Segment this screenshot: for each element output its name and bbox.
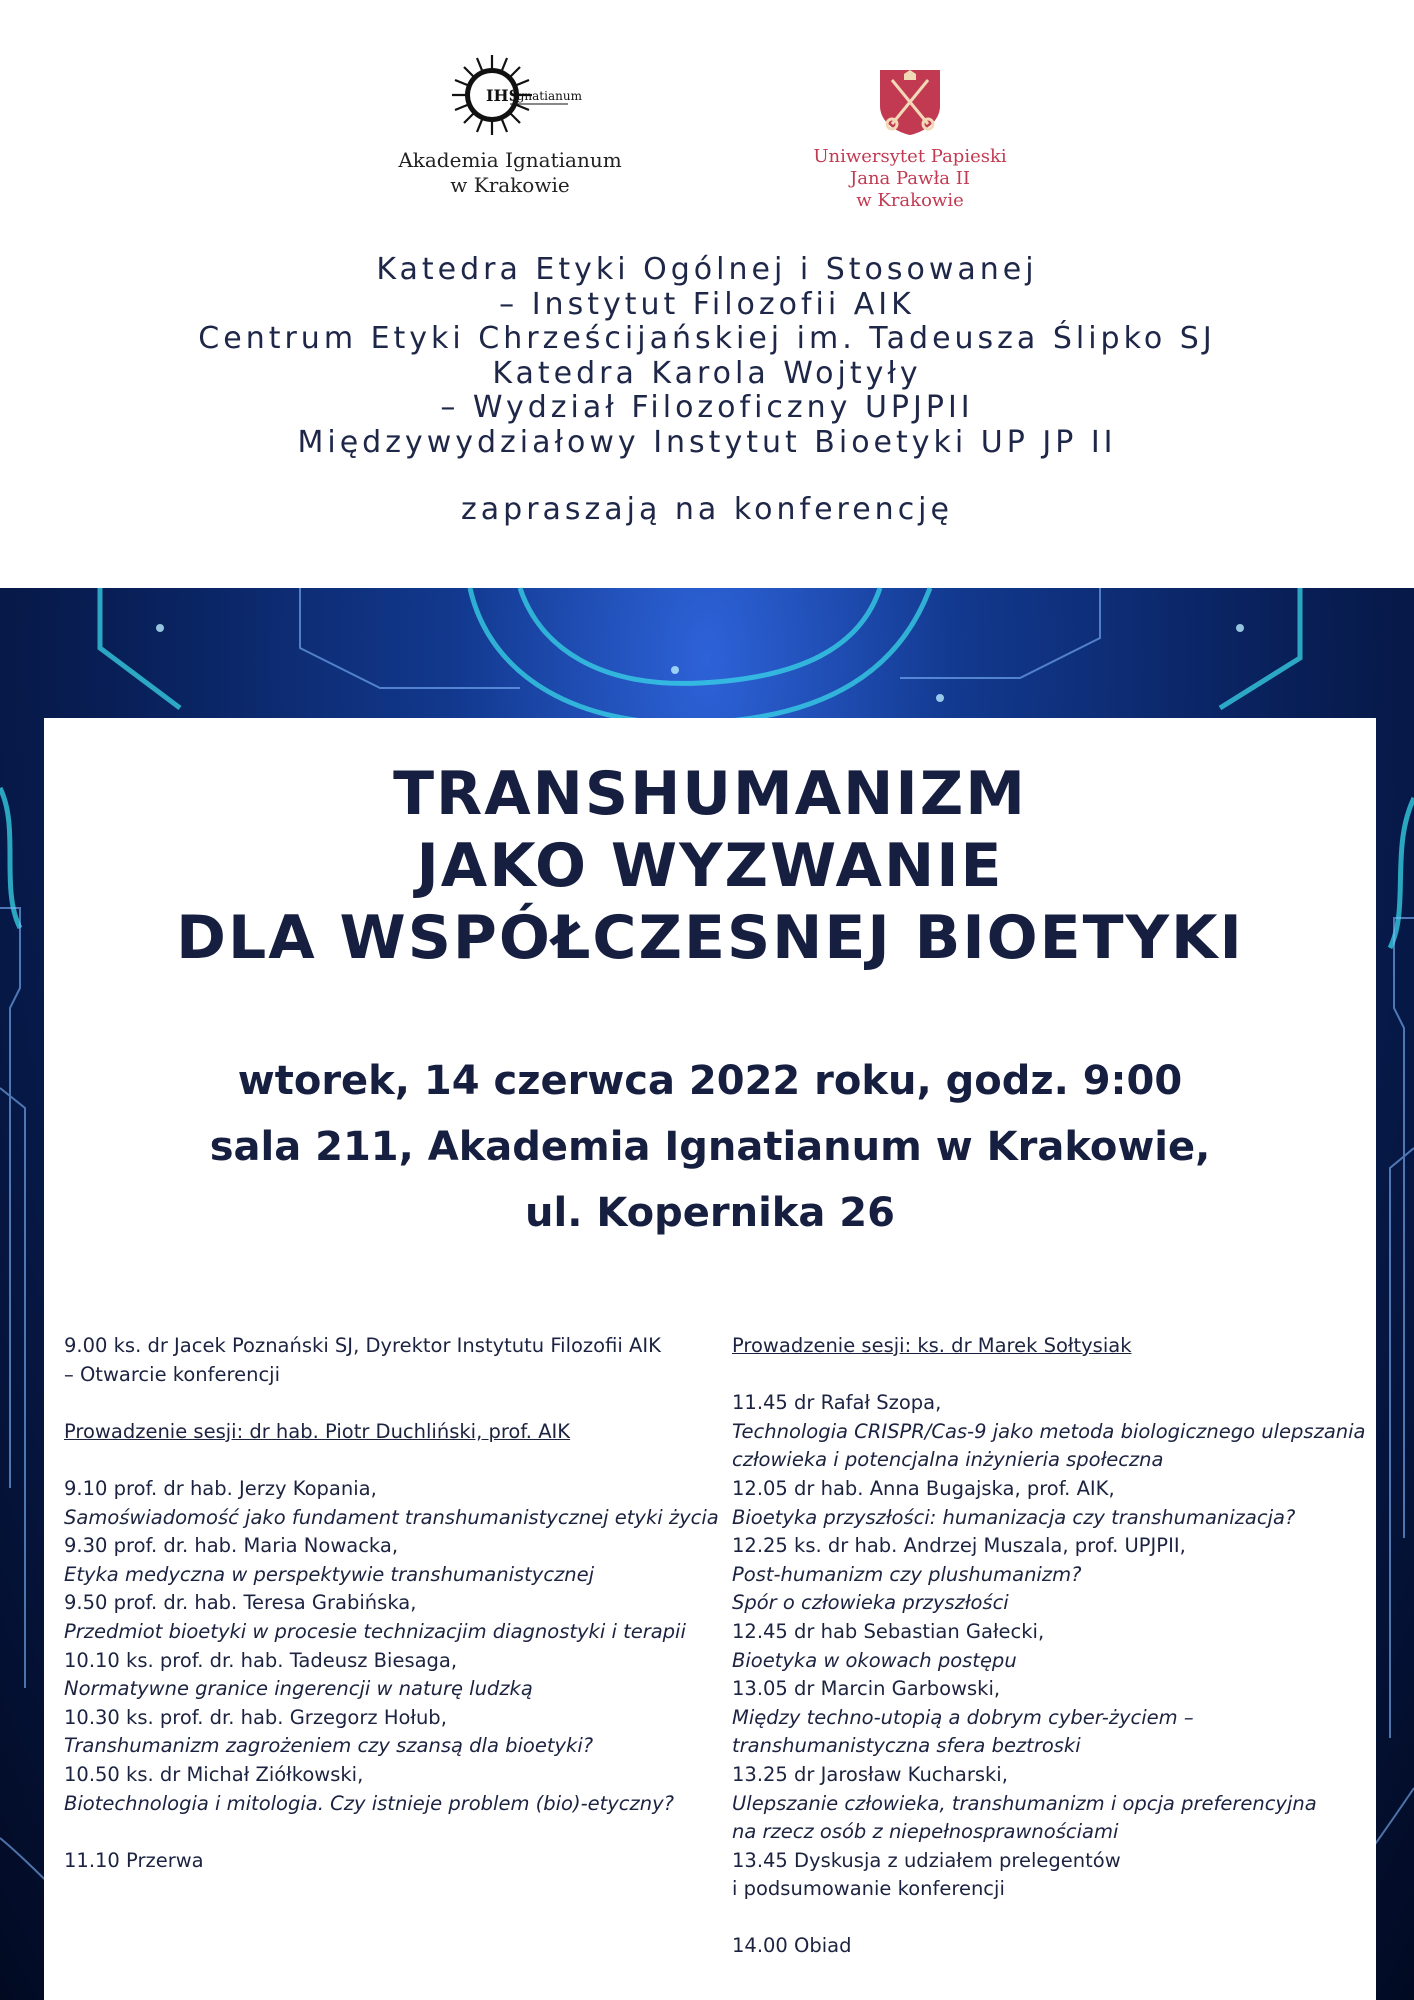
event-details [44, 1048, 1376, 1246]
upjp-name-line1: Uniwersytet Papieski [813, 146, 1007, 167]
program-break: 11.10 Przerwa [64, 1848, 204, 1872]
talk-speaker: 11.45 dr Rafał Szopa, [732, 1391, 942, 1415]
invitation-text: zapraszają na konferencję [461, 492, 953, 527]
talk-speaker: 12.25 ks. dr hab. Andrzej Muszala, prof. UPJPII, [732, 1534, 1186, 1558]
session-chair-left: Prowadzenie sesji: dr hab. Piotr Duchliński, prof. AIK [64, 1419, 571, 1443]
sunburst-seal-icon [450, 52, 582, 138]
talk-title: Etyka medyczna w perspektywie transhumanistycznej [64, 1562, 595, 1586]
talk-speaker: 9.30 prof. dr. hab. Maria Nowacka, [64, 1534, 399, 1558]
upjp-name-line3: w Krakowie [856, 190, 964, 211]
talk-title: Biotechnologia i mitologia. Czy istnieje problem (bio)-etyczny? [64, 1791, 675, 1815]
talk-title: Technologia CRISPR/Cas-9 jako metoda biologicznego ulepszania [732, 1419, 1366, 1443]
crossed-keys-shield-icon [878, 68, 942, 136]
talk-speaker: 10.30 ks. prof. dr. hab. Grzegorz Hołub, [64, 1705, 447, 1729]
talk-title: Samoświadomość jako fundament transhumanistycznej etyki życia [64, 1505, 719, 1529]
organizer-line: Centrum Etyki Chrześcijańskiej im. Tadeusza Ślipko SJ [198, 321, 1216, 356]
talk-speaker: 10.50 ks. dr Michał Ziółkowski, [64, 1762, 364, 1786]
title-line1: TRANSHUMANIZM [393, 759, 1027, 829]
talk-speaker: 10.10 ks. prof. dr. hab. Tadeusz Biesaga, [64, 1648, 458, 1672]
event-address: ul. Kopernika 26 [525, 1190, 895, 1236]
organizer-line: – Wydział Filozoficzny UPJPII [440, 390, 974, 425]
talk-title: Przedmiot bioetyki w procesie technizacjim diagnostyki i terapii [64, 1619, 686, 1643]
talk-speaker: 9.50 prof. dr. hab. Teresa Grabińska, [64, 1591, 417, 1615]
title-line3: DLA WSPÓŁCZESNEJ BIOETYKI [176, 903, 1244, 973]
talk-title: Post-humanizm czy plushumanizm? [732, 1562, 1082, 1586]
talk-title: Normatywne granice ingerencji w naturę ludzką [64, 1677, 533, 1701]
program-lunch: 14.00 Obiad [732, 1934, 852, 1958]
program-column-left [64, 1332, 719, 1875]
talk-title: na rzecz osób z niepełnosprawnościami [732, 1820, 1119, 1844]
upjp-name-line2: Jana Pawła II [850, 168, 970, 189]
aik-name-line1: Akademia Ignatianum [398, 148, 622, 172]
organizer-line: Międzywydziałowy Instytut Bioetyki UP JP II [297, 424, 1117, 460]
organizer-line: – Instytut Filozofii AIK [499, 286, 915, 322]
program-card [44, 718, 1376, 2000]
talk-speaker: 9.10 prof. dr hab. Jerzy Kopania, [64, 1476, 377, 1500]
talk-title: Między techno-utopią a dobrym cyber-życiem – [732, 1705, 1194, 1729]
logo-emblem-text: Ignatianum [512, 89, 582, 103]
talk-title: Ulepszanie człowieka, transhumanizm i opcja preferencyjna [732, 1791, 1317, 1815]
talk-speaker: 13.05 dr Marcin Garbowski, [732, 1677, 1001, 1701]
talk-title: Transhumanizm zagrożeniem czy szansą dla bioetyki? [64, 1734, 594, 1758]
talk-speaker: 12.45 dr hab Sebastian Gałecki, [732, 1619, 1045, 1643]
logo-uniwersytet-papieski [810, 68, 1010, 212]
talk-speaker: 12.05 dr hab. Anna Bugajska, prof. AIK, [732, 1476, 1115, 1500]
program-opening-desc: – Otwarcie konferencji [64, 1362, 281, 1386]
organizer-line: Katedra Etyki Ogólnej i Stosowanej [376, 252, 1038, 287]
talk-title: transhumanistyczna sfera beztroski [732, 1734, 1081, 1758]
talk-speaker: 13.25 dr Jarosław Kucharski, [732, 1762, 1008, 1786]
event-venue: sala 211, Akademia Ignatianum w Krakowie, [209, 1124, 1211, 1170]
logo-akademia-ignatianum [395, 52, 625, 198]
event-date: wtorek, 14 czerwca 2022 roku, godz. 9:00 [237, 1058, 1183, 1104]
program-discussion: i podsumowanie konferencji [732, 1877, 1005, 1901]
conference-title [44, 758, 1376, 974]
program-discussion: 13.45 Dyskusja z udziałem prelegentów [732, 1848, 1121, 1872]
talk-title: Bioetyka przyszłości: humanizacja czy transhumanizacja? [732, 1505, 1296, 1529]
svg-text:IHS: IHS [486, 86, 521, 105]
talk-title: Spór o człowieka przyszłości [732, 1591, 1009, 1615]
aik-name-line2: w Krakowie [450, 173, 570, 197]
organizer-line: Katedra Karola Wojtyły [492, 355, 922, 391]
session-chair-right: Prowadzenie sesji: ks. dr Marek Sołtysiak [732, 1334, 1132, 1357]
talk-title: Bioetyka w okowach postępu [732, 1648, 1017, 1672]
program-column-right [732, 1332, 1372, 1961]
title-line2: JAKO WYZWANIE [416, 831, 1004, 901]
program-opening: 9.00 ks. dr Jacek Poznański SJ, Dyrektor Instytutu Filozofii AIK [64, 1334, 661, 1357]
talk-title: człowieka i potencjalna inżynieria społeczna [732, 1448, 1164, 1472]
organizers-list [0, 253, 1414, 460]
